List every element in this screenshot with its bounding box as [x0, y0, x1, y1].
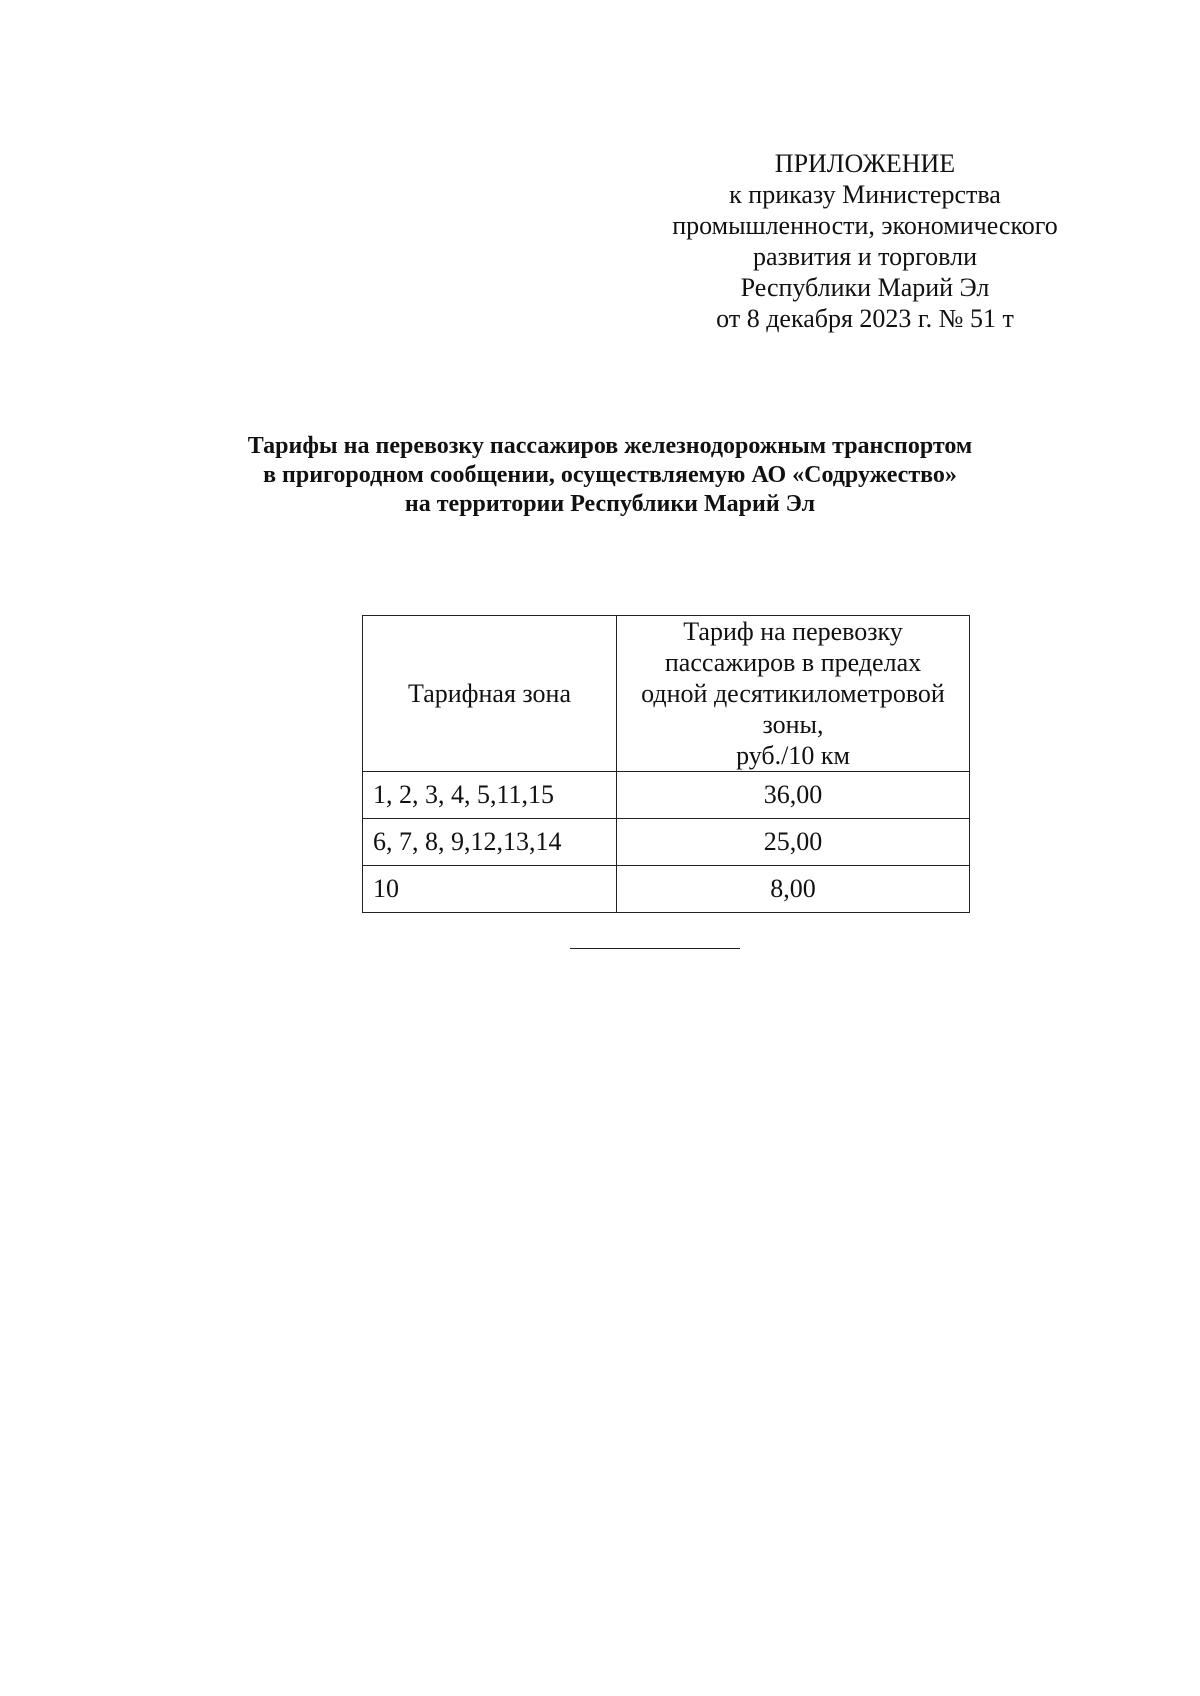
- header-rate-line: пассажиров в пределах: [664, 648, 922, 677]
- header-rate-line: зоны,: [762, 710, 824, 739]
- appendix-line: развития и торговли: [752, 242, 977, 271]
- table-row: [363, 819, 970, 866]
- zone-cell: 1, 2, 3, 4, 5,11,15: [363, 772, 617, 819]
- zone-cell: 6, 7, 8, 9,12,13,14: [363, 819, 617, 866]
- title-line: на территории Республики Марий Эл: [404, 491, 816, 517]
- table-header-row: [363, 616, 970, 772]
- zone-cell: 10: [363, 866, 617, 913]
- appendix-label: ПРИЛОЖЕНИЕ: [774, 149, 956, 178]
- document-title: [180, 432, 1040, 519]
- header-rate-unit: руб./10 км: [736, 741, 850, 770]
- title-line: Тарифы на перевозку пассажиров железнодорожным транспортом: [247, 433, 973, 459]
- rate-cell: 25,00: [617, 819, 970, 866]
- end-divider-line: [570, 948, 740, 949]
- appendix-header: [650, 148, 1080, 334]
- appendix-date-number: от 8 декабря 2023 г. № 51 т: [716, 304, 1014, 333]
- header-tariff-zone: Тарифная зона: [363, 616, 617, 772]
- rate-cell: 36,00: [617, 772, 970, 819]
- header-rate-line: одной десятикилометровой: [641, 679, 945, 708]
- table-row: [363, 772, 970, 819]
- appendix-line: промышленности, экономического: [672, 211, 1058, 240]
- appendix-line: Республики Марий Эл: [740, 273, 990, 302]
- tariff-table: [362, 615, 970, 913]
- title-line: в пригородном сообщении, осуществляемую АО «Содружество»: [263, 462, 957, 488]
- header-rate-line: Тариф на перевозку: [683, 617, 903, 646]
- rate-cell: 8,00: [617, 866, 970, 913]
- table-row: [363, 866, 970, 913]
- header-tariff-rate: [617, 616, 970, 772]
- appendix-line: к приказу Министерства: [729, 180, 1001, 209]
